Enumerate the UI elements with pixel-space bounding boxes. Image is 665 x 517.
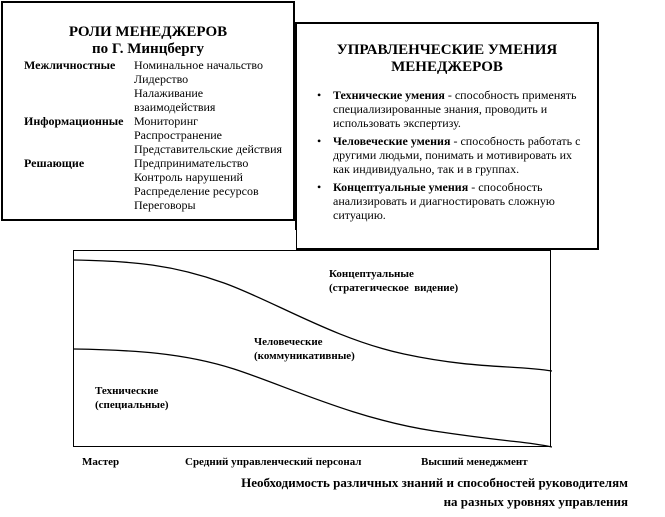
human-label: [254, 335, 355, 363]
skill-desc: - способность анализировать и диагностировать сложную ситуацию.: [333, 180, 555, 222]
roles-list: [24, 58, 284, 212]
role-item: Переговоры: [134, 198, 196, 212]
roles-panel: [1, 1, 295, 221]
skill-desc: - способность работать с другими людьми, понимать и мотивировать их как индивидуально, так и в группах.: [333, 134, 581, 176]
role-item: Лидерство: [134, 72, 189, 86]
role-category: Решающие: [24, 156, 85, 170]
level-master: Мастер: [82, 456, 120, 468]
technical-label-line1: Технические: [95, 385, 159, 397]
conceptual-label-line2: (стратегическое видение): [329, 282, 459, 294]
skill-desc: - способность применять специализированные знания, проводить и использовать экспертизу.: [333, 88, 577, 130]
skills-levels-diagram: [73, 250, 551, 447]
skill-item: [309, 88, 583, 130]
skill-term: Концептуальные умения: [333, 180, 469, 194]
role-item: Контроль нарушений: [134, 170, 243, 184]
technical-label-line2: (специальные): [95, 399, 169, 411]
role-category: Межличностные: [24, 58, 116, 72]
skill-item: [309, 134, 583, 176]
role-item: Мониторинг: [134, 114, 199, 128]
skills-list: [309, 88, 583, 226]
conceptual-label-line1: Концептуальные: [329, 268, 414, 280]
role-item: Распространение: [134, 128, 223, 142]
role-item: Представительские действия: [134, 142, 283, 156]
roles-title-line1: РОЛИ МЕНЕДЖЕРОВ: [68, 24, 228, 40]
technical-label: [95, 384, 169, 412]
caption-line2: на разных уровнях управления: [443, 494, 628, 509]
level-top: Высший менеджмент: [421, 456, 528, 468]
skills-title-line1: УПРАВЛЕНЧЕСКИЕ УМЕНИЯ: [336, 42, 558, 58]
role-group: [24, 156, 284, 212]
human-label-line1: Человеческие: [254, 336, 323, 348]
role-item: Предпринимательство: [134, 156, 249, 170]
skills-panel: [296, 22, 599, 250]
role-group: [24, 114, 284, 156]
role-item: Номинальное начальство: [134, 58, 264, 72]
role-category: Информационные: [24, 114, 124, 128]
skill-term: Человеческие умения: [333, 134, 451, 148]
skill-term: Технические умения: [333, 88, 445, 102]
role-item: Распределение ресурсов: [134, 184, 259, 198]
skill-item: [309, 180, 583, 222]
skills-title-line2: МЕНЕДЖЕРОВ: [391, 59, 503, 75]
role-item: Налаживание взаимодействия: [134, 86, 216, 114]
roles-title-line2: по Г. Минцбергу: [92, 41, 204, 57]
human-label-line2: (коммуникативные): [254, 350, 355, 362]
level-middle: Средний управленческий персонал: [185, 456, 362, 468]
conceptual-label: [329, 267, 458, 295]
roles-title: [3, 24, 293, 58]
role-group: [24, 58, 284, 114]
caption-line1: Необходимость различных знаний и способностей руководителям: [241, 475, 628, 490]
skills-title: [297, 42, 597, 76]
